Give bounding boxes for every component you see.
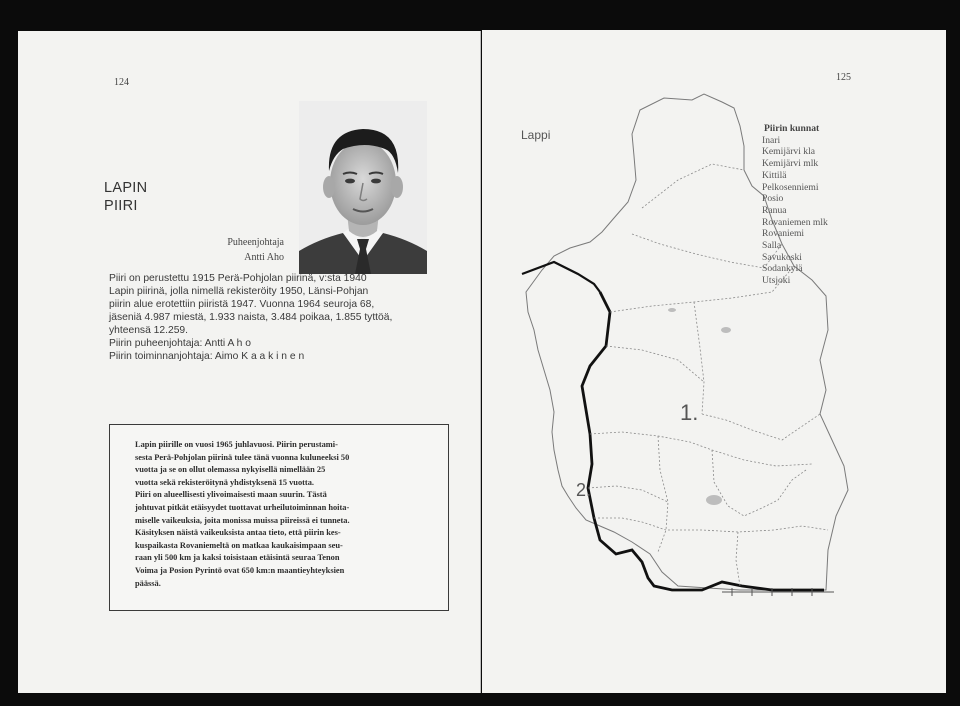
body-line: jäseniä 4.987 miestä, 1.933 naista, 3.484 poikaa, 1.855 tyttöä, — [109, 312, 393, 323]
photo-caption — [178, 235, 284, 265]
municipality-item: Kittilä — [762, 169, 787, 181]
region-number-2: 2. — [576, 480, 592, 500]
right-page — [482, 30, 946, 693]
heading-line-1: LAPIN — [104, 180, 148, 196]
municipality-item: Kemijärvi mlk — [762, 158, 819, 170]
box-line: kuspaikasta Rovaniemeltä on matkaa kaukaisimpaan seu- — [135, 540, 343, 550]
box-line: Voima ja Posion Pyrintö ovat 650 km:n maantieyhteyksien — [135, 565, 345, 575]
municipality-item: Utsjoki — [762, 275, 791, 287]
box-line: johtuvat pitkät etäisyydet tuottavat urheilutoiminnan hoita- — [135, 502, 350, 512]
body-line: Piirin puheenjohtaja: Antti A h o — [109, 338, 251, 349]
anniversary-box — [109, 424, 449, 611]
municipality-item: Kemijärvi kla — [762, 146, 816, 158]
municipality-item: Pelkosenniemi — [762, 181, 819, 193]
municipality-item: Savukoski — [762, 251, 802, 263]
caption-role: Puheenjohtaja — [227, 237, 284, 248]
municipality-item: Rovaniemen mlk — [762, 216, 828, 228]
left-page — [18, 31, 481, 693]
region-number-1: 1. — [680, 400, 699, 425]
district-heading — [104, 179, 147, 215]
body-line: Piiri on perustettu 1915 Perä-Pohjolan piirinä, v:sta 1940 — [109, 273, 367, 284]
box-line: Piiri on alueellisesti ylivoimaisesti maan suurin. Tästä — [135, 490, 327, 500]
lapland-district-map — [482, 30, 946, 693]
box-line: sesta Perä-Pohjolan piirinä tulee tänä vuonna kuluneeksi 50 — [135, 452, 350, 462]
body-line: Piirin toiminnanjohtaja: Aimo K a a k i n e n — [109, 351, 305, 362]
district-boundary-line — [522, 262, 600, 292]
legend-title: Piirin kunnat — [764, 123, 820, 134]
chairman-portrait-photo — [299, 101, 427, 274]
municipality-legend — [762, 123, 828, 287]
lake-markings — [668, 308, 731, 505]
district-description — [109, 272, 449, 363]
municipality-item: Ranua — [762, 204, 787, 216]
box-line: raan yli 500 km ja kaksi toisistaan etäisintä seuraa Tenon — [135, 553, 340, 563]
box-line: vuotta sekä rekisteröitynä yhdistyksenä 15 vuotta. — [135, 477, 314, 487]
body-line: Lapin piirinä, jolla nimellä rekisteröity 1950, Länsi-Pohjan — [109, 286, 369, 297]
heading-line-2: PIIRI — [104, 198, 138, 214]
box-line: Lapin piirille on vuosi 1965 juhlavuosi. Piirin perustami- — [135, 440, 338, 449]
municipality-item: Rovaniemi — [762, 228, 805, 240]
page-number-right: 125 — [836, 72, 851, 83]
box-line: vuotta ja se on ollut olemassa nykyisellä nimellään 25 — [135, 465, 326, 475]
anniversary-text — [135, 439, 435, 590]
caption-name: Antti Aho — [244, 252, 284, 263]
district-boundary-line — [582, 292, 824, 590]
body-line: piirin alue erotettiin piiristä 1947. Vuonna 1964 seuroja 68, — [109, 299, 375, 310]
page-number-left: 124 — [114, 77, 129, 88]
box-line: Käsityksen näistä vaikeuksista antaa tieto, että piirin kes- — [135, 528, 341, 538]
map-title: Lappi — [521, 128, 551, 142]
municipality-item: Sodankylä — [762, 263, 803, 275]
box-line: miselle vaikeuksia, joita monissa muissa piireissä ei tunneta. — [135, 515, 350, 525]
municipality-item: Salla — [762, 240, 782, 252]
municipality-item: Posio — [762, 193, 784, 205]
body-line: yhteensä 12.259. — [109, 325, 189, 336]
box-line: päässä. — [135, 578, 161, 588]
municipality-item: Inari — [762, 134, 781, 146]
